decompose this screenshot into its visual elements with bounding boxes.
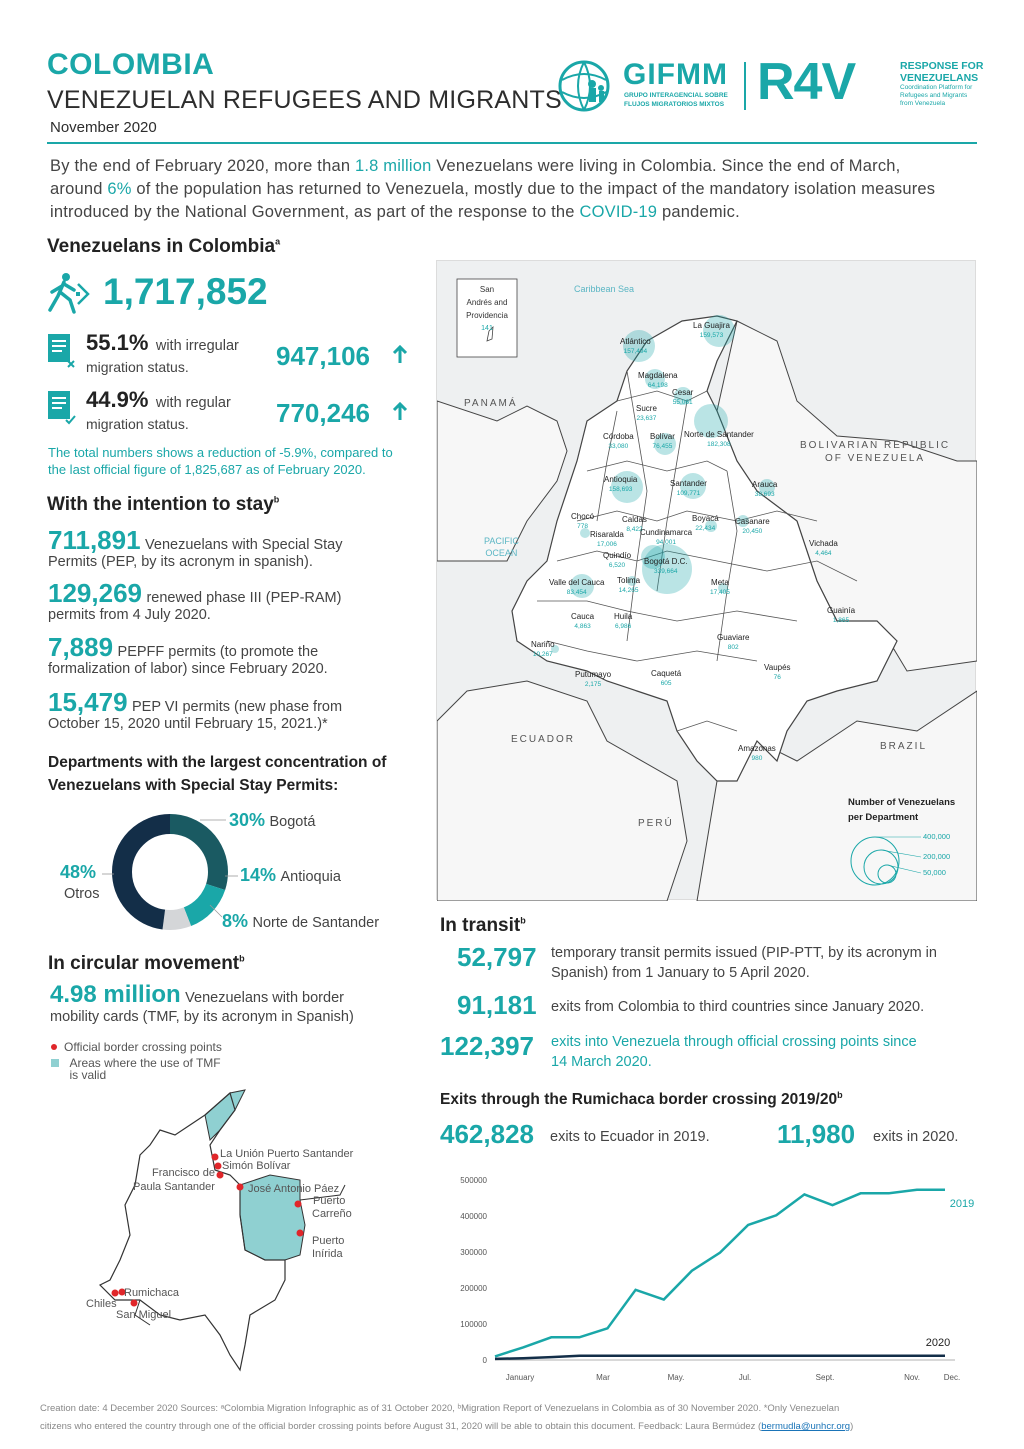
y-tick-label: 100000 [460,1320,487,1329]
donut-leader-lines [100,810,250,930]
map-department-label: Cundinamarca 94,001 [640,528,693,546]
r4v-logo-text: R4V [757,53,856,111]
document-check-icon [47,390,77,426]
rumichaca-2019-value: 462,828 [440,1119,534,1149]
reduction-note: The total numbers shows a reduction of -5.9%, compared to the last official figure of 1,825,687 as of February 2020. [48,445,393,477]
donut-label-others: Otros [64,886,100,902]
footer-sources: Creation date: 4 December 2020 Sources: ᵃColombia Migration Infographic as of 31 October 2020, ᵇMigration Report of Venezuelans in Colombia as of 30 November 2020. *Only Venezuelan citizens who entered the country through one of the official border crossing points before August 31, 2020 will be able to obtain this document. Feedback: Laura Bermúdez (bermudla@unhcr.org) [40,1403,854,1432]
map-department-label: Quindío 6,520 [603,551,632,569]
transit-value: 91,181 [457,990,537,1020]
map-department-label: Cesar 55,061 [672,388,694,406]
transit-value: 122,397 [440,1031,534,1061]
x-tick-label: Dec. [943,1373,961,1382]
map-department-label: Sucre 23,637 [636,404,657,422]
header-rule [47,142,977,144]
map-department-label: Atlántico 157,494 [620,337,651,355]
arrow-up-icon [392,345,408,365]
donut-label-antioquia: 14% Antioquia [240,865,341,885]
x-tick-label: Jul. [738,1373,752,1382]
section-title-circular: In circular movement$^b$ [48,953,245,974]
section-title-venezuelans: Venezuelans in Colombia$^a$ [47,236,281,257]
stay-item: 15,479 PEP VI permits (new phase from October 15, 2020 until February 15, 2021.)* [48,687,343,732]
series-label-2019: 2019 [949,1198,975,1210]
map-department-label: Vaupés 76 [764,663,791,681]
regular-status: 44.9% with regular [86,387,231,412]
point-label: Paula Santander [133,1181,215,1193]
map-country-brazil: BRAZIL [880,741,928,752]
gifmm-globe-logo [554,58,624,113]
map-legend-title: Number of Venezuelans per Department [848,797,956,823]
series-line-2019 [495,1190,945,1357]
x-tick-label: May. [667,1373,685,1382]
irregular-status: 55.1% with irregular [86,330,239,355]
tmf-small-map [80,1085,370,1375]
rumichaca-line-chart [440,1168,980,1388]
point-label: Puerto [312,1235,345,1247]
map-department-label: Huila 6,986 [614,612,633,630]
regular-value: 770,246 [276,398,370,428]
map-department-label: Caldas 8,422 [622,515,647,533]
stay-item: 7,889 PEPFF permits (to promote the formalization of labor) since February 2020. [48,632,328,677]
map-department-label: Valle del Cauca 83,454 [549,578,605,596]
logo-divider [744,62,746,110]
intro-paragraph: By the end of February 2020, more than 1.8 million Venezuelans were living in Colombia. Since the end of March, around 6% of the population has returned to Venezuela, mostly due to the impact of the mandatory isolation measures introduced by the National Government, as part of the response to the COVID-19 pandemic. [50,157,936,221]
map-department-label: Cauca 4,863 [571,612,595,630]
legend-border-points: Official border crossing points [51,1038,222,1056]
map-department-label: La Guajira 159,573 [693,321,730,339]
map-department-label: Risaralda 17,006 [590,530,624,548]
point-label: Simón Bolívar [222,1160,291,1172]
y-tick-label: 500000 [460,1176,487,1185]
irregular-status-label: migration status. [86,359,189,375]
report-date: November 2020 [50,119,157,136]
map-department-label: Tolima 14,265 [617,576,641,594]
map-department-label: Boyacá 22,434 [692,514,719,532]
map-department-label: Guainía 1,865 [827,606,856,624]
map-department-label: Santander 109,771 [670,479,707,497]
red-dot-icon [51,1044,57,1050]
transit-text: exits from Colombia to third countries since January 2020. [551,999,925,1015]
page-subtitle: VENEZUELAN REFUGEES AND MIGRANTS [47,86,562,114]
transit-value: 52,797 [457,942,537,972]
donut-label-norte-santander: 8% Norte de Santander [222,911,380,931]
total-venezuelans: 1,717,852 [103,271,268,312]
map-department-label: Bolívar 76,455 [650,432,675,450]
map-sea-label: Caribbean Sea [574,284,635,294]
map-department-label: Guaviare 802 [717,633,750,651]
map-department-label: Arauca 38,693 [752,480,778,498]
legend-value: 200,000 [923,852,951,861]
regular-status-label: migration status. [86,416,189,432]
map-country-peru: PERÚ [638,818,674,829]
legend-tmf-area: Areas where the use of TMF is valid [51,1057,221,1084]
point-label: La Unión Puerto Santander [220,1148,354,1160]
map-department-label: Nariño 10,267 [531,640,555,658]
x-tick-label: Sept. [815,1373,835,1382]
point-label: Rumichaca [124,1287,180,1299]
gifmm-logo-text: GIFMM [623,58,728,91]
map-department-label: Bogotá D.C. 339,664 [644,557,688,575]
map-country-panama: PANAMÁ [464,398,518,409]
section-title-transit: In transit$^b$ [440,915,526,936]
series-label-2020: 2020 [925,1337,951,1349]
departments-title: Departments with the largest concentration of Venezuelans with Special Stay Permits: [48,754,387,794]
rumichaca-2020-value: 11,980 [777,1119,856,1149]
y-tick-label: 200000 [460,1284,487,1293]
map-department-label: Norte de Santander 182,308 [684,430,754,448]
map-department-label: Córdoba 33,080 [603,432,634,450]
irregular-value: 947,106 [276,341,370,371]
section-title-stay: With the intention to stay$^b$ [47,494,280,515]
stay-item: 711,891 Venezuelans with Special Stay Permits (PEP, by its acronym in spanish). [48,525,343,570]
rumichaca-2020-text: exits in 2020. [873,1129,959,1145]
arrow-up-icon [392,402,408,422]
rumichaca-2019-text: exits to Ecuador in 2019. [550,1129,710,1145]
point-label: Chiles [86,1298,117,1310]
map-department-label: Meta 17,405 [710,578,730,596]
donut-label-bogota: 30% Bogotá [229,810,316,830]
point-label: San Miguel [116,1309,172,1321]
point-label: José Antonio Páez [248,1183,340,1195]
point-label: Puerto [313,1195,346,1207]
y-tick-label: 300000 [460,1248,487,1257]
x-tick-label: January [505,1373,535,1382]
walking-person-icon [44,272,92,314]
document-x-icon [47,333,77,369]
point-label: Inírida [312,1248,343,1260]
point-label: Francisco de [152,1167,215,1179]
map-department-label: Casanare 20,450 [735,517,770,535]
transit-text: exits into Venezuela through official crossing points since 14 March 2020. [551,1034,917,1070]
x-tick-label: Nov. [904,1373,920,1382]
r4v-logo-subtext: RESPONSE FOR VENEZUELANS Coordination Platform for Refugees and Migrants from Venezuela [900,60,984,107]
transit-text: temporary transit permits issued (PIP-PTT, by its acronym in Spanish) from 1 January to 5 April 2020. [551,945,937,981]
map-country-venezuela: BOLIVARIAN REPUBLIC OF VENEZUELA [800,440,951,464]
stay-item: 129,269 renewed phase III (PEP-RAM) permits from 4 July 2020. [48,578,342,623]
map-department-label: Vichada 4,464 [809,539,838,557]
map-department-label: Magdalena 64,198 [638,371,678,389]
point-label: Carreño [312,1208,352,1220]
y-tick-label: 400000 [460,1212,487,1221]
rumichaca-title: Exits through the Rumichaca border crossing 2019/20$^b$ [440,1090,843,1109]
series-line-2020 [495,1356,945,1359]
map-country-ecuador: ECUADOR [511,734,576,745]
gifmm-logo-subtext: GRUPO INTERAGENCIAL SOBRE FLUJOS MIGRATORIOS MIXTOS [624,92,728,108]
legend-value: 50,000 [923,868,946,877]
legend-value: 400,000 [923,832,951,841]
map-department-label: Amazonas 980 [738,744,776,762]
map-department-label: Antioquia 158,693 [604,475,638,493]
map-ocean-label: PACIFIC OCEAN [484,536,519,558]
circular-stat: 4.98 million Venezuelans with border mobility cards (TMF, by its acronym in Spanish) [50,981,354,1025]
donut-label-others-pct: 48% [60,862,97,882]
page-title: COLOMBIA [47,48,215,81]
map-department-label: Chocó 778 [571,512,595,530]
map-department-label: Caquetá 605 [651,669,682,687]
y-tick-label: 0 [482,1356,487,1365]
map-department-label: Putumayo 2,175 [575,670,612,688]
teal-square-icon [51,1059,59,1067]
feedback-email-link[interactable]: bermudla@unhcr.org [761,1421,851,1432]
x-tick-label: Mar [596,1373,610,1382]
map-island-label: San Andrés and Providencia 141 [466,285,508,332]
